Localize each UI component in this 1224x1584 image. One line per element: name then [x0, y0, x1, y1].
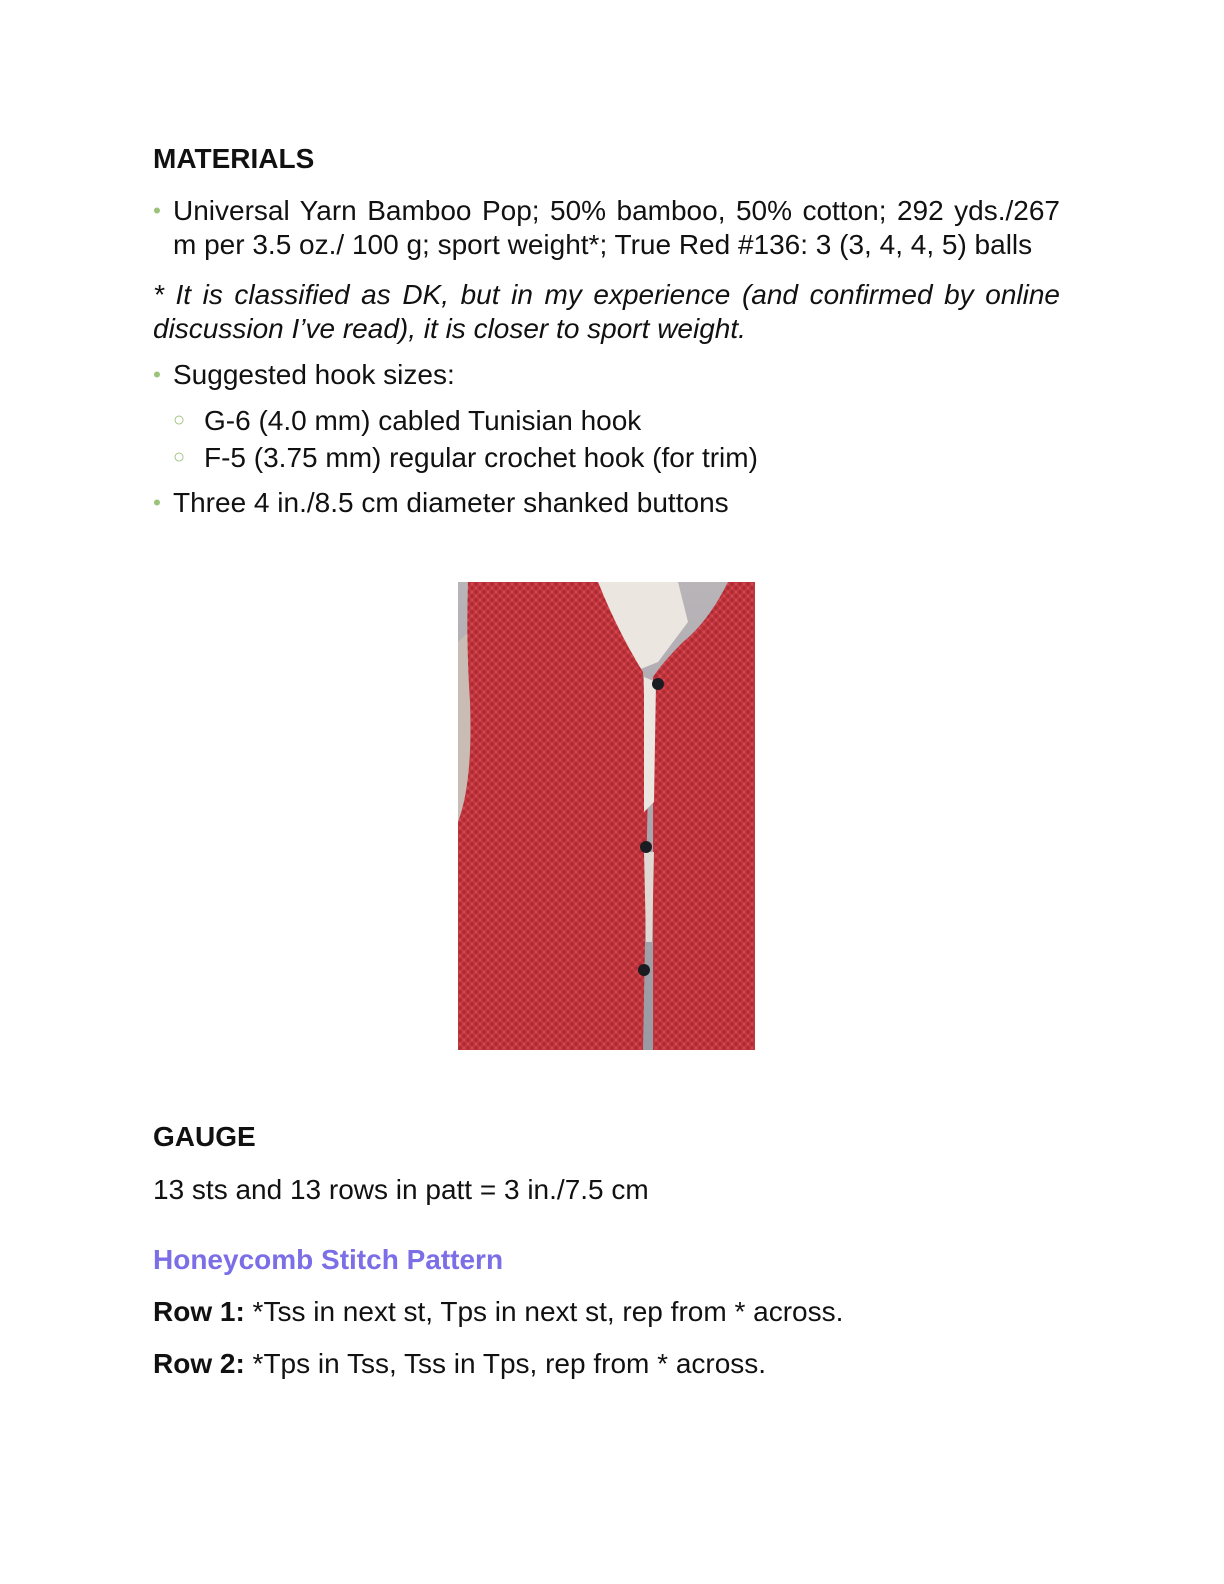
- hook-size-2: F-5 (3.75 mm) regular crochet hook (for trim): [204, 442, 758, 473]
- yarn-text: Universal Yarn Bamboo Pop; 50% bamboo, 50% cotton; 292 yds./267 m per 3.5 oz./ 100 g; sport weight*; True Red #136: 3 (3, 4, 4, 5) balls: [173, 195, 1060, 260]
- bullet-icon: •: [153, 490, 161, 515]
- hook-sublist: [153, 402, 1060, 476]
- row-2-label: Row 2:: [153, 1348, 245, 1379]
- materials-list: [153, 194, 1060, 262]
- pattern-title: Honeycomb Stitch Pattern: [153, 1244, 504, 1275]
- bullet-icon: •: [153, 362, 161, 387]
- yarn-note: * It is classified as DK, but in my experience (and confirmed by online discussion I’ve read), it is closer to sport weight.: [153, 279, 1060, 344]
- materials-heading: MATERIALS: [153, 143, 315, 174]
- list-item: [153, 194, 1060, 262]
- list-item: [153, 358, 1060, 476]
- hooks-label: Suggested hook sizes:: [173, 359, 455, 390]
- buttons-text: Three 4 in./8.5 cm diameter shanked buttons: [173, 487, 729, 518]
- gauge-heading: GAUGE: [153, 1121, 256, 1152]
- vest-image: [458, 582, 755, 1050]
- sub-list-item: [153, 439, 1060, 476]
- pattern-row-1: [153, 1294, 1060, 1330]
- row-1-label: Row 1:: [153, 1296, 245, 1327]
- list-item: [153, 486, 1060, 520]
- hook-size-1: G-6 (4.0 mm) cabled Tunisian hook: [204, 405, 642, 436]
- hook-list: [153, 358, 1060, 520]
- pattern-row-2: [153, 1346, 1060, 1382]
- row-2-text: *Tps in Tss, Tss in Tps, rep from * across.: [244, 1348, 767, 1379]
- row-1-text: *Tss in next st, Tps in next st, rep from * across.: [244, 1296, 844, 1327]
- gauge-section: [153, 1118, 1060, 1382]
- circle-bullet-icon: ○: [173, 446, 186, 468]
- gauge-text: 13 sts and 13 rows in patt = 3 in./7.5 cm: [153, 1174, 649, 1205]
- sub-list-item: [153, 402, 1060, 439]
- vest-photo: [458, 582, 755, 1050]
- materials-section: [153, 140, 1060, 520]
- bullet-icon: •: [153, 198, 161, 223]
- circle-bullet-icon: ○: [173, 409, 186, 431]
